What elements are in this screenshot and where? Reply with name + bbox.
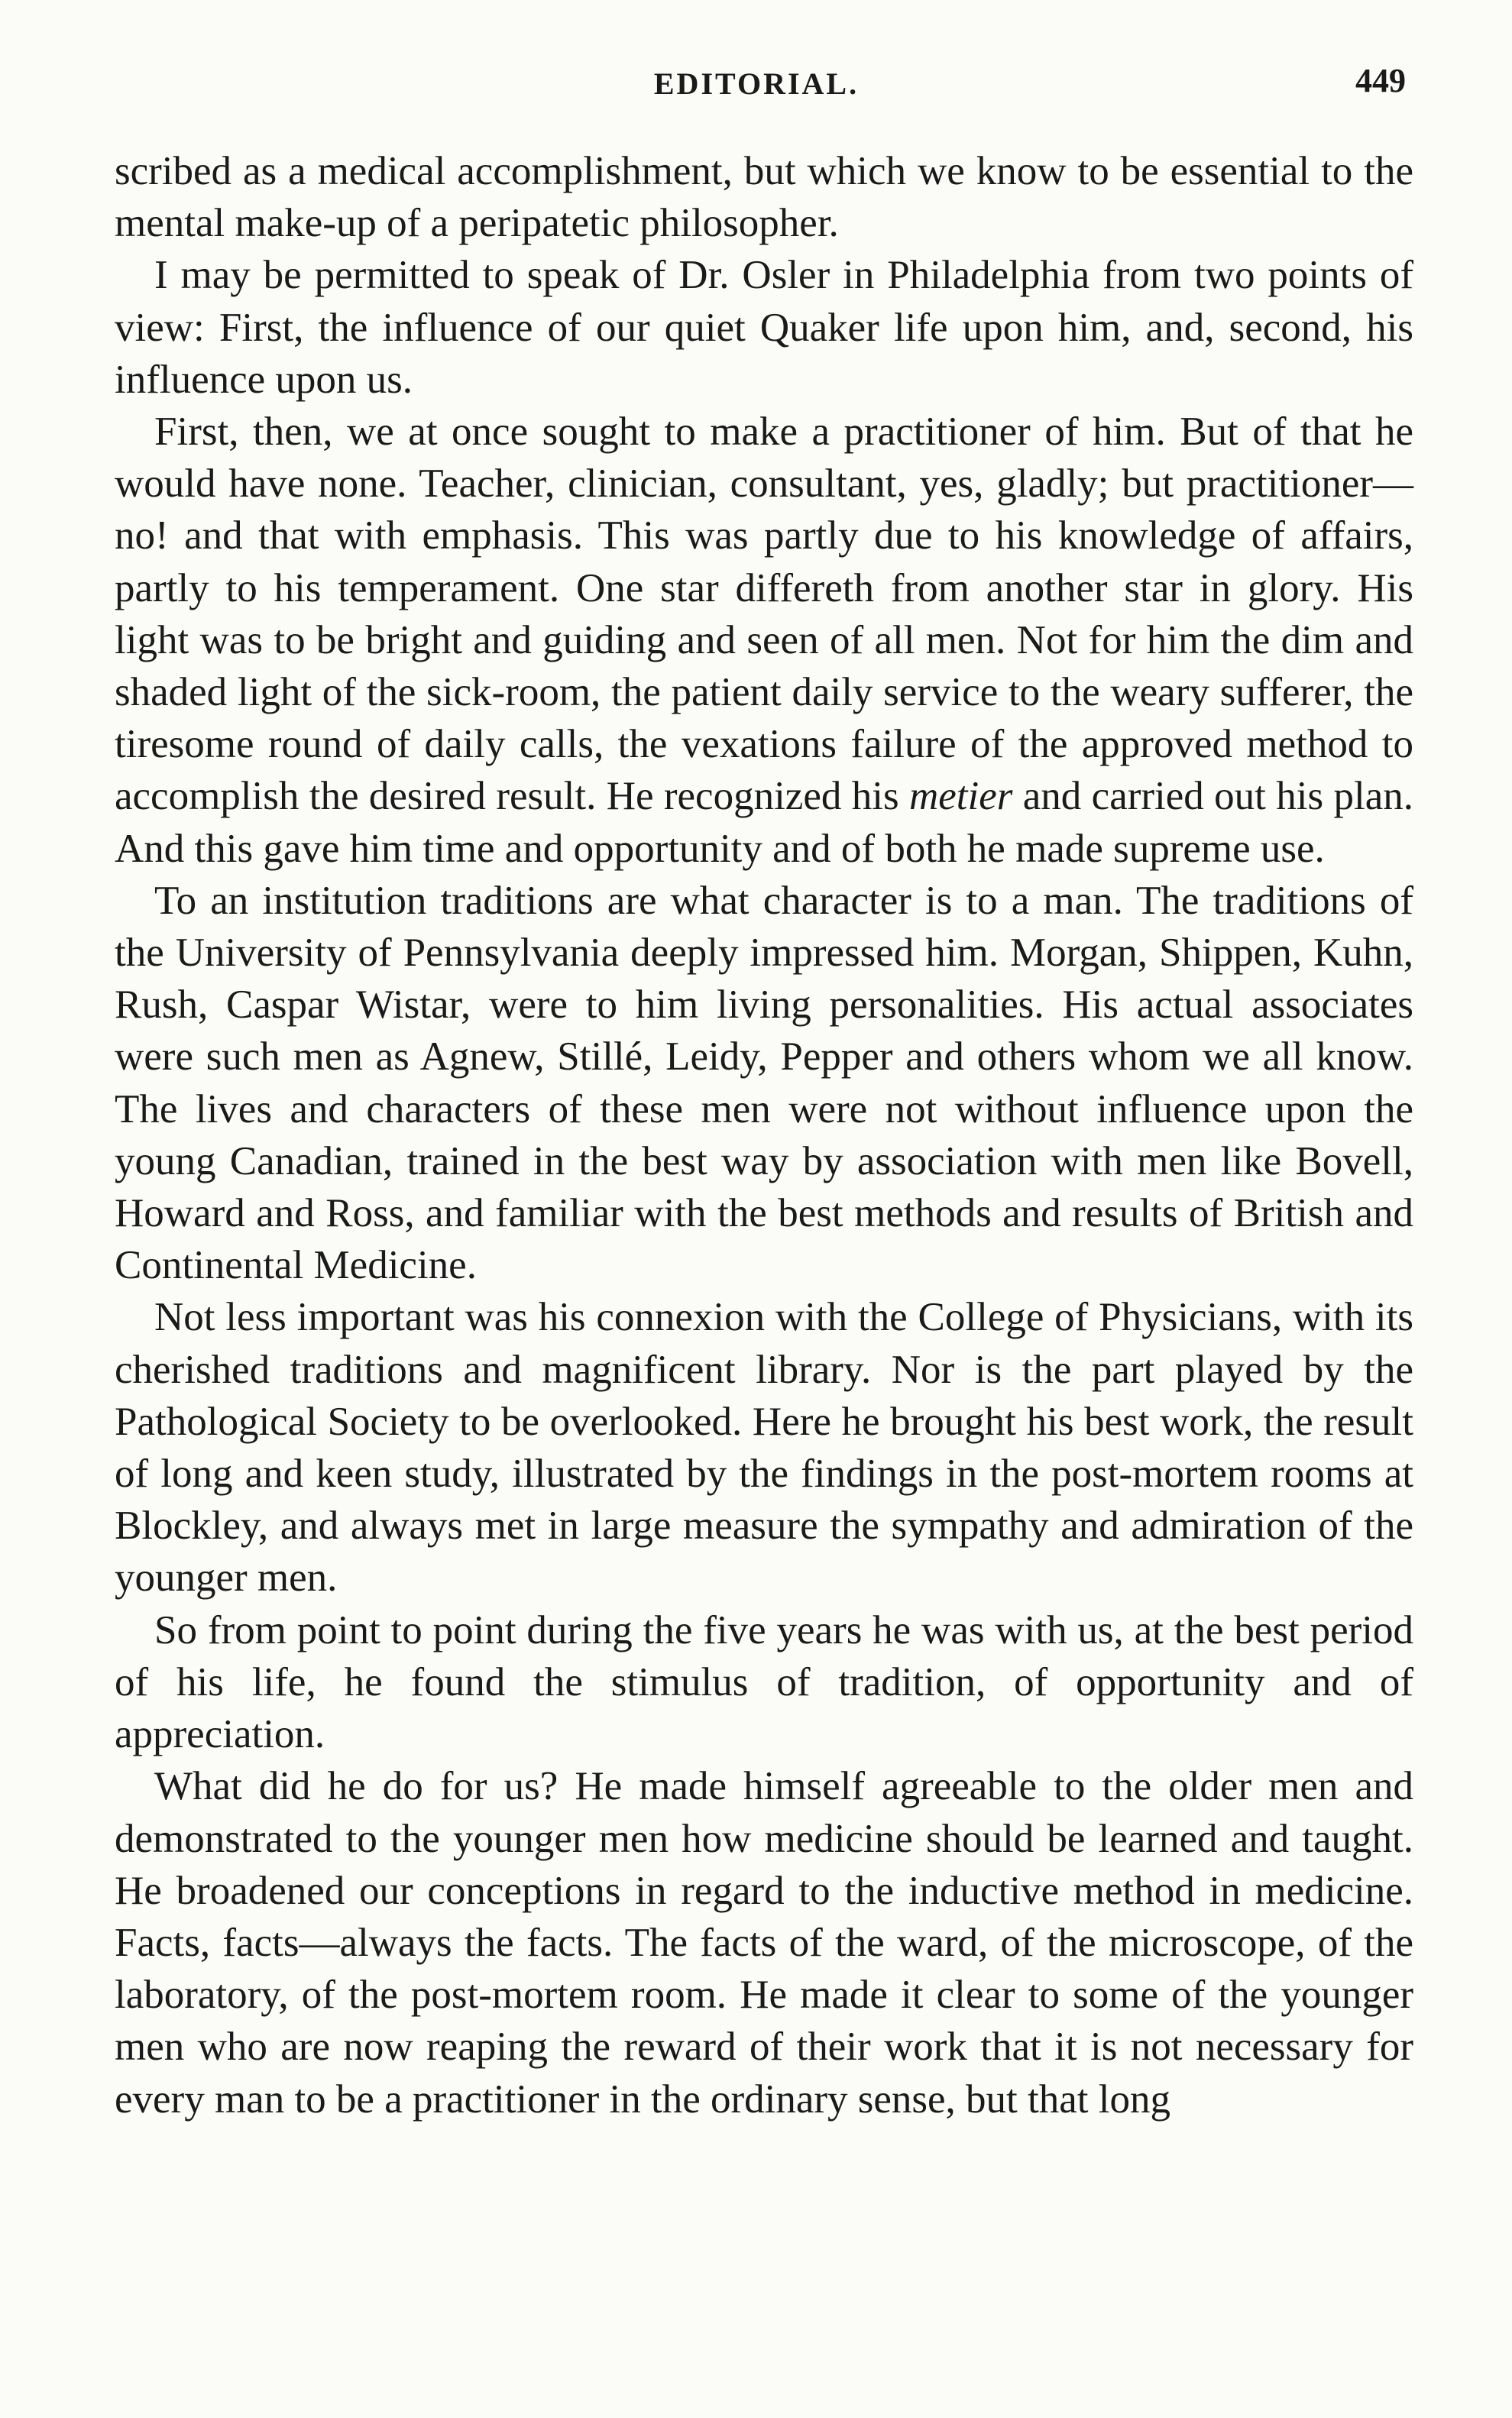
body-text — [115, 145, 1413, 2125]
paragraph-five-years: So from point to point during the five years he was with us, at the best period of his life, he found the stimulus of tradition, of opportunity and of appreciation. — [115, 1607, 1413, 1757]
paragraph-points-of-view: I may be permitted to speak of Dr. Osler in Philadelphia from two points of view: First, the influence of our quiet Quaker life upon him, and, second, his influence upon us. — [115, 253, 1413, 402]
paragraph-traditions: To an institution traditions are what character is to a man. The traditions of the University of Pennsylvania deeply impressed him. Morgan, Shippen, Kuhn, Rush, Caspar Wistar, were to him living personalities. His actual associates were such men as Agnew, Stillé, Leidy, Pepper and others whom we all know. The lives and characters of these men were not without influence upon the young Canadian, trained in the best way by association with men like Bovell, Howard and Ross, and familiar with the best methods and results of British and Continental Medicine. — [115, 878, 1413, 1288]
paragraph-college-of-physicians: Not less important was his connexion with the College of Physicians, with its cherished traditions and magnificent library. Nor is the part played by the Pathological Society to be overlooked. Here he brought his best work, the result of long and keen study, illustrated by the findings in the post-mortem rooms at Blockley, and always met in large measure the sympathy and admiration of the younger men. — [115, 1295, 1413, 1601]
metier-word: metier — [908, 774, 1013, 819]
paragraph-what-did-he-do: What did he do for us? He made himself agreeable to the older men and demonstrated to the younger men how medicine should be learned and taught. He broadened our conceptions in regard to the inductive method in medicine. Facts, facts—always the facts. The facts of the ward, of the microscope, of the laboratory, of the post-mortem room. He made it clear to some of the younger men who are now reaping the reward of their work that it is not necessary for every man to be a practitioner in the ordinary sense, but that long — [115, 1764, 1413, 2122]
paragraph-practitioner — [115, 406, 1413, 875]
page-number: 449 — [1355, 62, 1406, 99]
paragraph-practitioner-text: First, then, we at once sought to make a practitioner of him. But of that he would have none. Teacher, clinician, consultant, yes, gladly; but practitioner—no! and that with emphasis. This was partly due to his knowledge of affairs, partly to his temperament. One star differeth from another star in glory. His light was to be bright and guiding and seen of all men. Not for him the dim and shaded light of the sick-room, the patient daily service to the weary sufferer, the tiresome round of daily calls, the vexations failure of the approved method to accomplish the desired result. He recognized his — [115, 409, 1413, 819]
paragraph-practitioner-tail: and carried out his plan. And this gave him time and opportunity and of both he made supreme use. — [115, 774, 1413, 871]
running-head-title: EDITORIAL. — [653, 66, 860, 101]
running-head — [107, 62, 1406, 112]
paragraph-continued: scribed as a medical accomplishment, but which we know to be essential to the mental make-up of a peripatetic philosopher. — [115, 149, 1413, 246]
